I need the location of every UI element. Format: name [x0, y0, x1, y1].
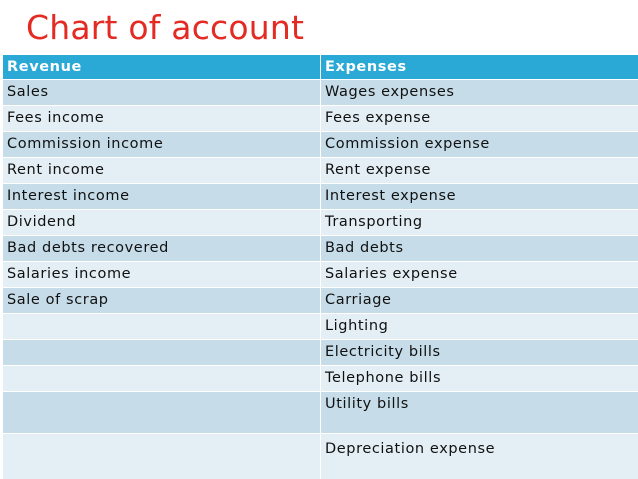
revenue-cell: Sales — [3, 80, 321, 106]
revenue-cell: Commission income — [3, 132, 321, 158]
expense-cell: Utility bills — [321, 392, 638, 434]
table-row — [3, 158, 638, 184]
revenue-cell: Sale of scrap — [3, 288, 321, 314]
expense-cell: Salaries expense — [321, 262, 638, 288]
revenue-cell: Interest income — [3, 184, 321, 210]
table-row — [3, 80, 638, 106]
expense-cell: Wages expenses — [321, 80, 638, 106]
table-row — [3, 236, 638, 262]
column-header-expenses: Expenses — [321, 55, 638, 80]
expense-cell: Transporting — [321, 210, 638, 236]
table-row — [3, 392, 638, 434]
expense-cell: Interest expense — [321, 184, 638, 210]
expense-cell: Carriage — [321, 288, 638, 314]
table-row — [3, 132, 638, 158]
table-row — [3, 366, 638, 392]
table-row — [3, 210, 638, 236]
expense-cell: Commission expense — [321, 132, 638, 158]
expense-cell: Electricity bills — [321, 340, 638, 366]
table-row — [3, 340, 638, 366]
revenue-cell: Fees income — [3, 106, 321, 132]
revenue-cell — [3, 366, 321, 392]
revenue-cell: Bad debts recovered — [3, 236, 321, 262]
revenue-cell: Rent income — [3, 158, 321, 184]
table-row — [3, 288, 638, 314]
expense-cell: Telephone bills — [321, 366, 638, 392]
revenue-cell — [3, 314, 321, 340]
table-row — [3, 184, 638, 210]
revenue-cell: Salaries income — [3, 262, 321, 288]
revenue-cell — [3, 434, 321, 479]
expense-cell: Fees expense — [321, 106, 638, 132]
table-row — [3, 434, 638, 479]
expense-cell: Depreciation expense — [321, 434, 638, 479]
table-row — [3, 314, 638, 340]
expense-cell: Rent expense — [321, 158, 638, 184]
revenue-cell — [3, 340, 321, 366]
expense-cell: Lighting — [321, 314, 638, 340]
page-title: Chart of account — [26, 8, 305, 47]
revenue-cell: Dividend — [3, 210, 321, 236]
table-row — [3, 262, 638, 288]
column-header-revenue: Revenue — [3, 55, 321, 80]
revenue-cell — [3, 392, 321, 434]
expense-cell: Bad debts — [321, 236, 638, 262]
table-row — [3, 106, 638, 132]
chart-of-accounts-table — [2, 54, 638, 479]
table-header-row — [3, 55, 638, 80]
